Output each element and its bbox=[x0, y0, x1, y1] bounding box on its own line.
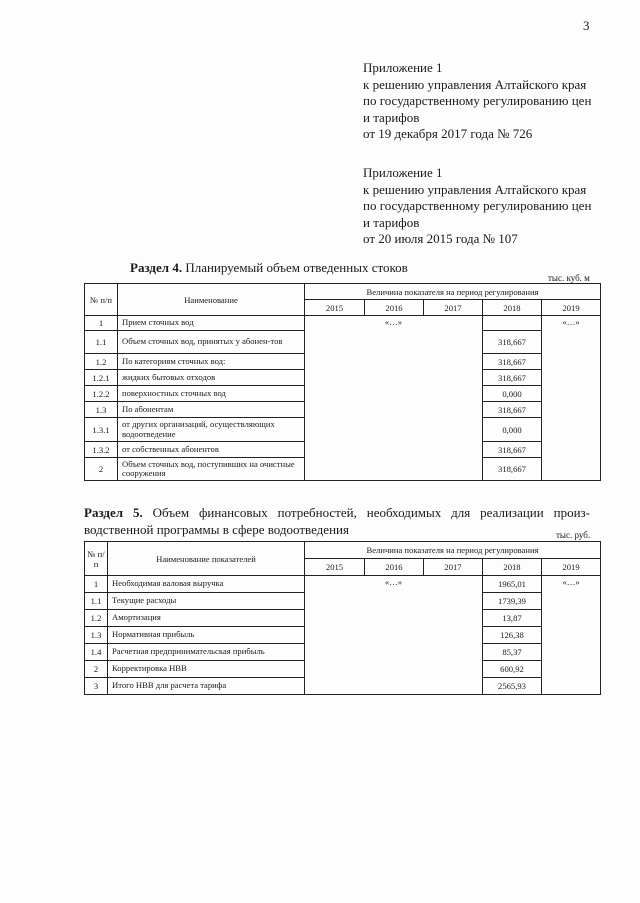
row-number: 1.1 bbox=[85, 593, 108, 610]
col-header-group: Величина показателя на период регулирования bbox=[305, 542, 601, 559]
row-name: от других организаций, осуществляющих водоотведение bbox=[118, 418, 305, 442]
col-header-year: 2016 bbox=[365, 300, 424, 316]
appendix-line: от 20 июля 2015 года № 107 bbox=[363, 231, 518, 246]
merged-ellipsis-2015-2017: «…» bbox=[305, 316, 483, 481]
col-header-year: 2015 bbox=[305, 300, 365, 316]
col-header-number: № п/ п bbox=[85, 542, 108, 576]
merged-ellipsis-2015-2017: «…» bbox=[305, 576, 483, 695]
row-name: Расчетная предпринимательская прибыль bbox=[108, 644, 305, 661]
value-2018: 318,667 bbox=[483, 370, 542, 386]
appendix-line: и тарифов bbox=[363, 109, 420, 125]
table-row bbox=[85, 316, 601, 331]
row-name: Корректировка НВВ bbox=[108, 661, 305, 678]
value-2018: 1739,39 bbox=[483, 593, 542, 610]
table-wastewater-volume bbox=[84, 283, 601, 481]
row-name: жидких бытовых отходов bbox=[118, 370, 305, 386]
row-name: Прием сточных вод bbox=[118, 316, 305, 331]
row-number: 1.2 bbox=[85, 610, 108, 627]
value-2018: 126,38 bbox=[483, 627, 542, 644]
value-2018: 1965,01 bbox=[483, 576, 542, 593]
value-2018: 2565,93 bbox=[483, 678, 542, 695]
row-number: 2 bbox=[85, 661, 108, 678]
section-5-unit: тыс. руб. bbox=[556, 530, 591, 540]
section-5-title-line2: водственной программы в сфере водоотведения bbox=[84, 522, 349, 537]
row-number: 1 bbox=[85, 576, 108, 593]
appendix-line: от 19 декабря 2017 года № 726 bbox=[363, 126, 533, 141]
row-name: Амортизация bbox=[108, 610, 305, 627]
row-number: 2 bbox=[85, 458, 118, 481]
row-name: Необходимая валовая выручка bbox=[108, 576, 305, 593]
section-5-head: Раздел 5. bbox=[84, 505, 143, 520]
row-name: Объем сточных вод, принятых у абонен-тов bbox=[118, 331, 305, 354]
appendix-line: по государственному регулированию цен bbox=[363, 93, 592, 108]
col-header-year: 2016 bbox=[365, 559, 424, 576]
row-number: 1.4 bbox=[85, 644, 108, 661]
appendix-line: Приложение 1 bbox=[363, 165, 443, 180]
row-number: 1.3 bbox=[85, 402, 118, 418]
row-name: Итого НВВ для расчета тарифа bbox=[108, 678, 305, 695]
col-header-group: Величина показателя на период регулирования bbox=[305, 284, 601, 300]
col-header-name: Наименование показателей bbox=[108, 542, 305, 576]
row-name: По категориям сточных вод: bbox=[118, 354, 305, 370]
row-number: 1.3 bbox=[85, 627, 108, 644]
row-number: 1.1 bbox=[85, 331, 118, 354]
row-name: По абонентам bbox=[118, 402, 305, 418]
section-5-title-line1 bbox=[84, 504, 590, 521]
page-number: 3 bbox=[583, 18, 590, 33]
col-header-name: Наименование bbox=[118, 284, 305, 316]
row-number: 3 bbox=[85, 678, 108, 695]
value-2018: 600,92 bbox=[483, 661, 542, 678]
appendix-block-2015 bbox=[363, 165, 591, 248]
section-4-unit: тыс. куб. м bbox=[548, 273, 590, 283]
value-2018: 0,000 bbox=[483, 418, 542, 442]
section-4-title-text: Планируемый объем отведенных стоков bbox=[185, 260, 408, 275]
value-2018 bbox=[483, 316, 542, 331]
row-name: Объем сточных вод, поступивших на очистные сооружения bbox=[118, 458, 305, 481]
col-header-year: 2017 bbox=[424, 300, 483, 316]
table-row bbox=[85, 576, 601, 593]
section-5-title-text: Объем финансовых потребностей, необходимых для реализации произ- bbox=[152, 505, 591, 520]
value-2018: 0,000 bbox=[483, 386, 542, 402]
row-name: от собственных абонентов bbox=[118, 442, 305, 458]
appendix-block-2017 bbox=[363, 60, 591, 143]
value-2018: 318,667 bbox=[483, 354, 542, 370]
col-header-year: 2019 bbox=[542, 300, 601, 316]
row-number: 1 bbox=[85, 316, 118, 331]
col-header-year: 2015 bbox=[305, 559, 365, 576]
appendix-line: к решению управления Алтайского края bbox=[363, 181, 587, 197]
merged-ellipsis-2019: «…» bbox=[542, 316, 601, 481]
row-number: 1.3.1 bbox=[85, 418, 118, 442]
appendix-line: по государственному регулированию цен bbox=[363, 198, 592, 213]
col-header-year: 2017 bbox=[424, 559, 483, 576]
col-header-year: 2018 bbox=[483, 300, 542, 316]
row-name: Нормативная прибыль bbox=[108, 627, 305, 644]
col-header-year: 2019 bbox=[542, 559, 601, 576]
section-4-title bbox=[130, 260, 408, 276]
section-5-title bbox=[84, 504, 590, 538]
row-number: 1.3.2 bbox=[85, 442, 118, 458]
row-name: поверхностных сточных вод bbox=[118, 386, 305, 402]
value-2018: 318,667 bbox=[483, 402, 542, 418]
section-4-head: Раздел 4. bbox=[130, 260, 183, 275]
value-2018: 318,667 bbox=[483, 442, 542, 458]
appendix-line: Приложение 1 bbox=[363, 60, 443, 75]
value-2018: 318,667 bbox=[483, 458, 542, 481]
col-header-year: 2018 bbox=[483, 559, 542, 576]
col-header-number: № п/п bbox=[85, 284, 118, 316]
row-number: 1.2.2 bbox=[85, 386, 118, 402]
row-number: 1.2.1 bbox=[85, 370, 118, 386]
row-name: Текущие расходы bbox=[108, 593, 305, 610]
value-2018: 85,37 bbox=[483, 644, 542, 661]
row-number: 1.2 bbox=[85, 354, 118, 370]
merged-ellipsis-2019: «…» bbox=[542, 576, 601, 695]
value-2018: 13,87 bbox=[483, 610, 542, 627]
appendix-line: к решению управления Алтайского края bbox=[363, 76, 587, 92]
table-financial-needs bbox=[84, 541, 601, 695]
appendix-line: и тарифов bbox=[363, 214, 420, 230]
value-2018: 318,667 bbox=[483, 331, 542, 354]
